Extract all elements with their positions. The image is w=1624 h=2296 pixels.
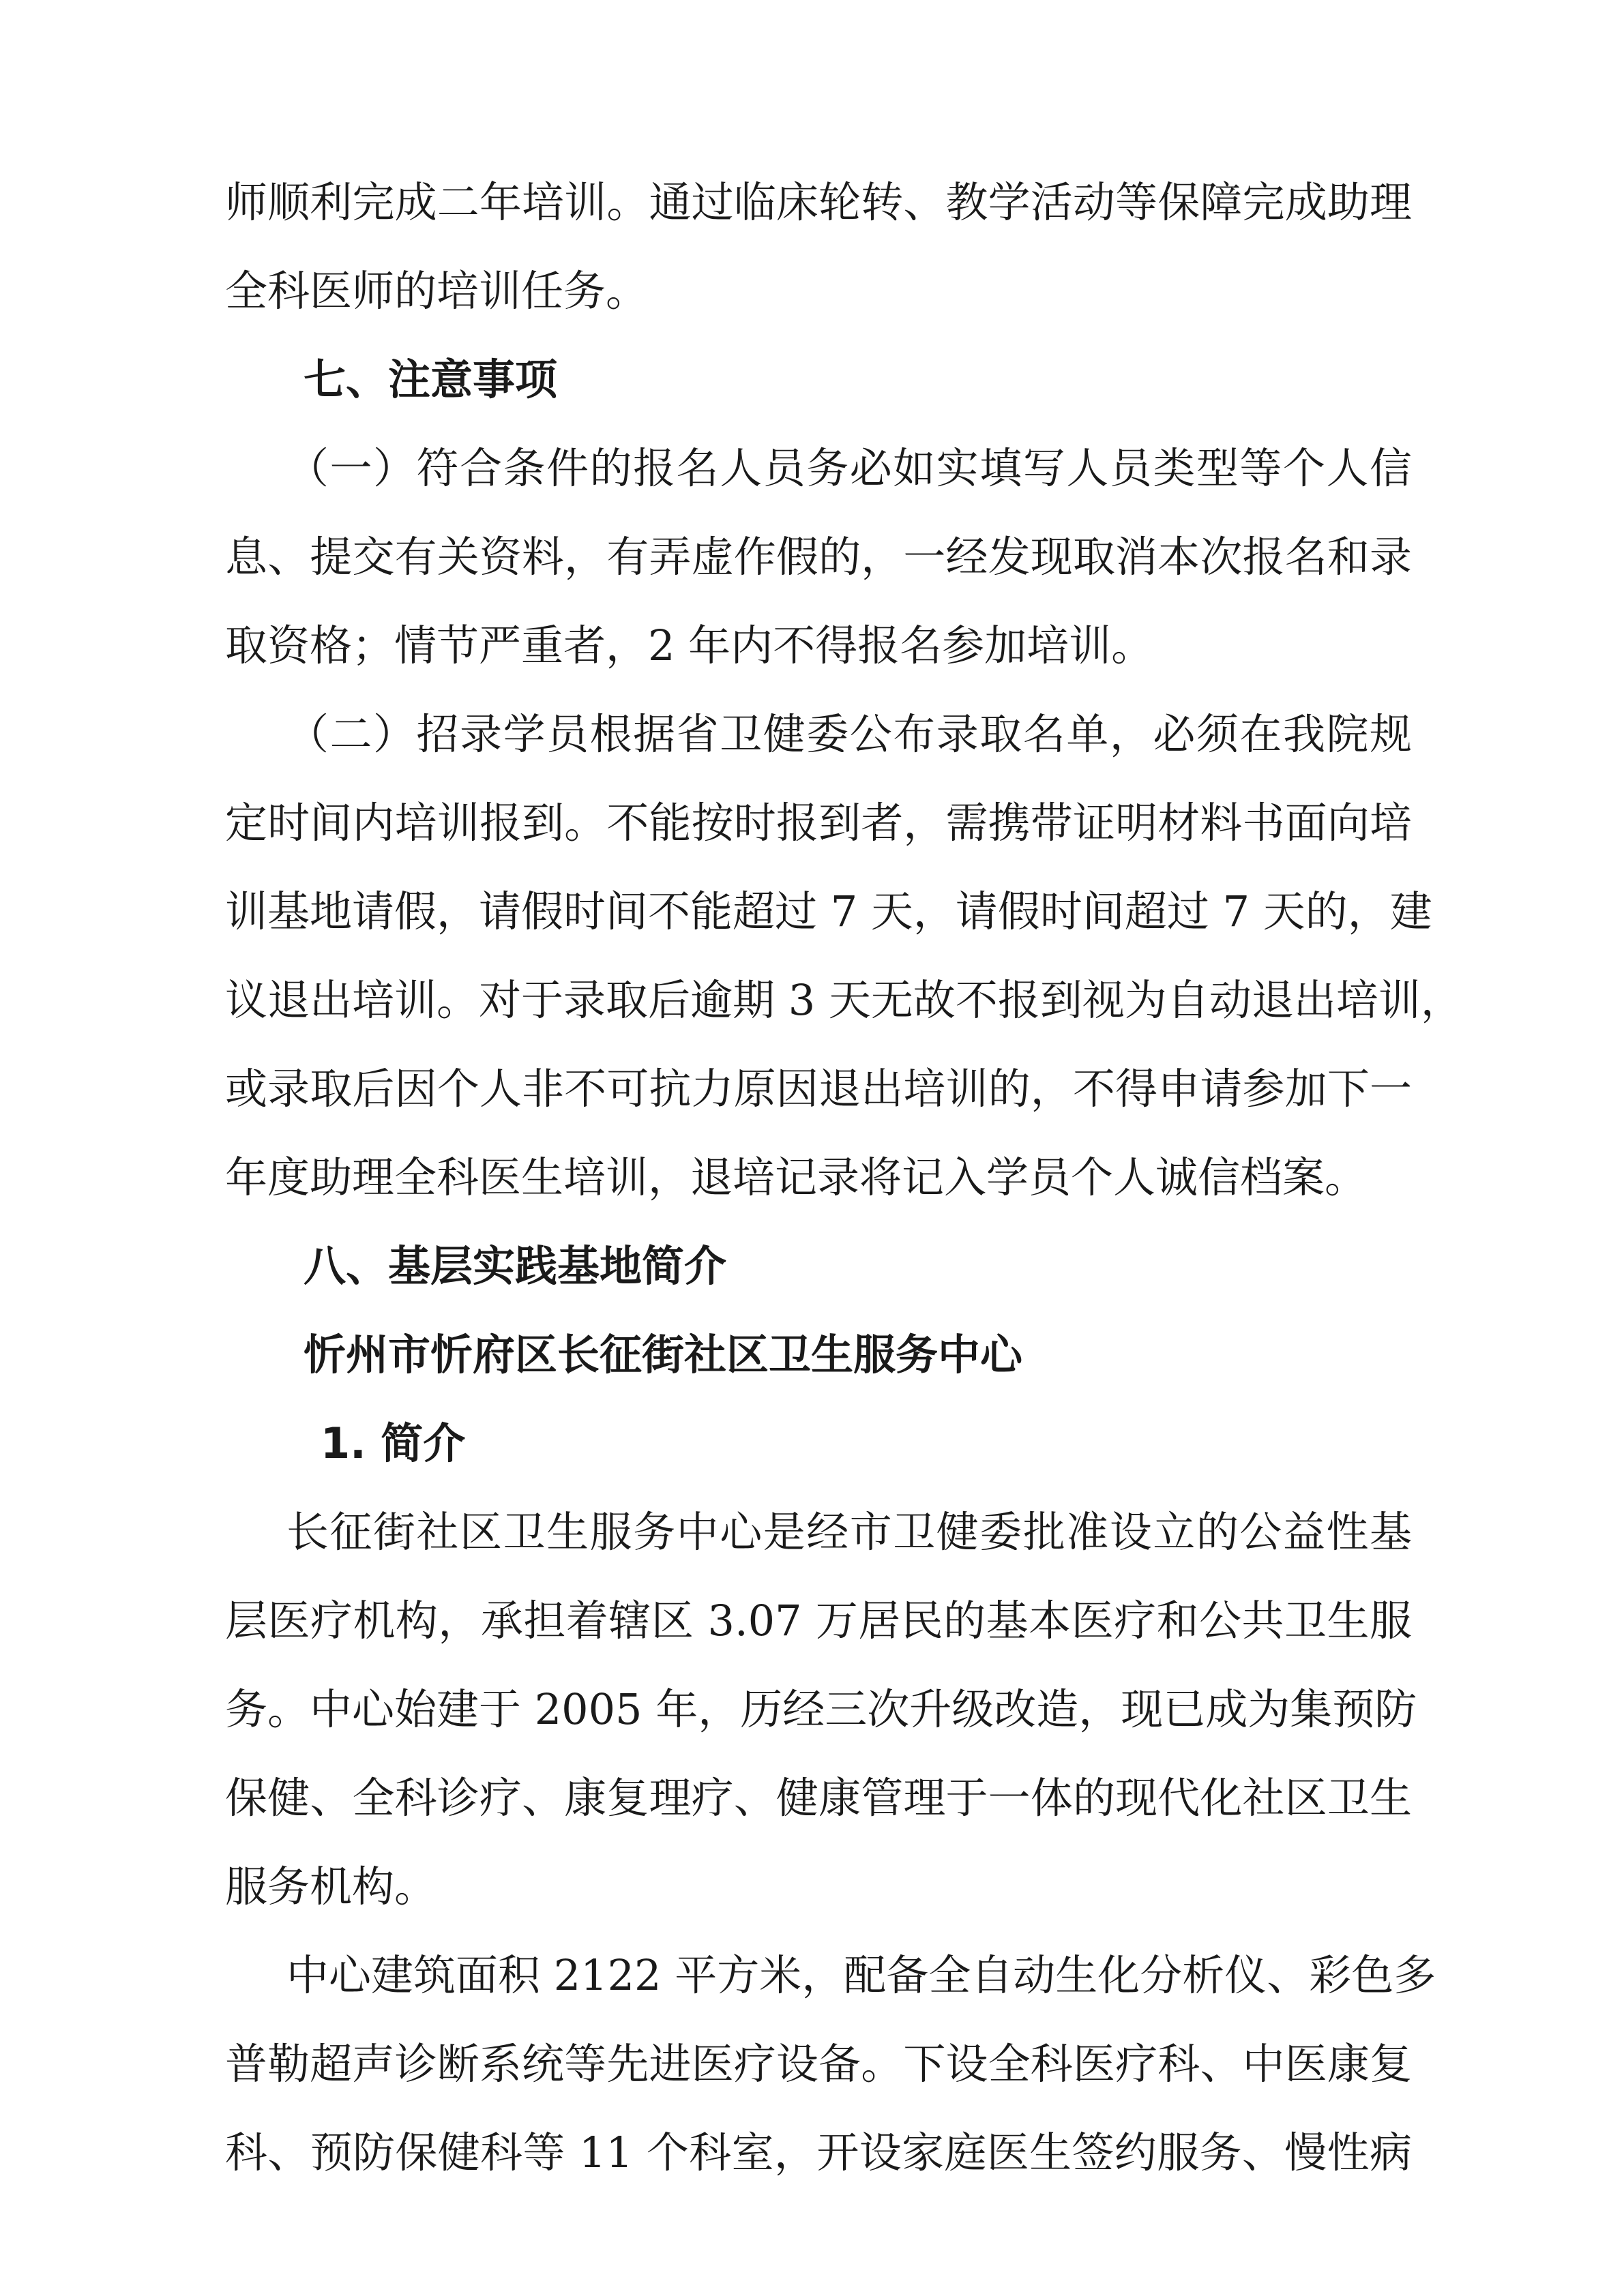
paragraph-line: 定时间内培训报到。不能按时报到者，需携带证明材料书面向培 — [225, 798, 1412, 848]
paragraph-line: 务。中心始建于 2005 年，历经三次升级改造，现已成为集预防 — [225, 1684, 1417, 1734]
paragraph-line: 年度助理全科医生培训，退培记录将记入学员个人诚信档案。 — [225, 1152, 1368, 1202]
paragraph-line: 全科医师的培训任务。 — [225, 266, 649, 316]
paragraph-line: 师顺利完成二年培训。通过临床轮转、教学活动等保障完成助理 — [225, 177, 1412, 227]
paragraph-line: 普勒超声诊断系统等先进医疗设备。下设全科医疗科、中医康复 — [225, 2039, 1412, 2089]
paragraph-line: 中心建筑面积 2122 平方米，配备全自动生化分析仪、彩色多 — [286, 1950, 1436, 2000]
paragraph-line: 训基地请假，请假时间不能超过 7 天，请假时间超过 7 天的，建 — [225, 886, 1432, 936]
paragraph-line: 议退出培训。对于录取后逾期 3 天无故不报到视为自动退出培训， — [225, 975, 1463, 1025]
paragraph-line: 层医疗机构，承担着辖区 3.07 万居民的基本医疗和公共卫生服 — [225, 1596, 1412, 1645]
paragraph-line: （一）符合条件的报名人员务必如实填写人员类型等个人信 — [286, 443, 1412, 493]
paragraph-line: 或录取后因个人非不可抗力原因退出培训的，不得申请参加下一 — [225, 1064, 1412, 1114]
paragraph-line: 服务机构。 — [225, 1862, 437, 1911]
paragraph-line: 取资格；情节严重者，2 年内不得报名参加培训。 — [225, 621, 1154, 670]
section-heading-8: 八、基层实践基地简介 — [304, 1241, 727, 1291]
paragraph-line: （二）招录学员根据省卫健委公布录取名单，必须在我院规 — [286, 709, 1412, 759]
paragraph-line: 科、预防保健科等 11 个科室，开设家庭医生签约服务、慢性病 — [225, 2128, 1412, 2177]
paragraph-line: 保健、全科诊疗、康复理疗、健康管理于一体的现代化社区卫生 — [225, 1773, 1412, 1823]
paragraph-line: 长征街社区卫生服务中心是经市卫健委批准设立的公益性基 — [286, 1507, 1412, 1557]
subsection-heading-1: 1. 简介 — [321, 1418, 466, 1468]
paragraph-line: 息、提交有关资料，有弄虚作假的，一经发现取消本次报名和录 — [225, 532, 1412, 582]
center-name-heading: 忻州市忻府区长征街社区卫生服务中心 — [304, 1330, 1023, 1380]
section-heading-7: 七、注意事项 — [304, 355, 558, 404]
